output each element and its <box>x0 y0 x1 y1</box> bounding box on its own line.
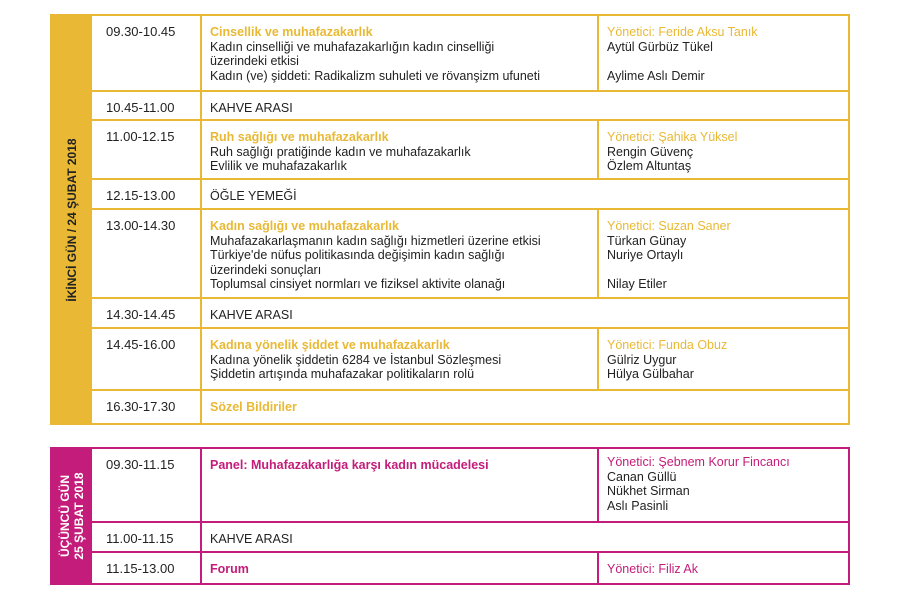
day-two-label-text: İKİNCİ GÜN / 24 ŞUBAT 2018 <box>65 137 79 302</box>
talk-line: Kadına yönelik şiddetin 6284 ve İstanbul Sözleşmesi <box>210 352 502 367</box>
session-people <box>597 16 848 90</box>
break-label: KAHVE ARASI <box>210 308 293 322</box>
session-description <box>210 329 592 382</box>
session-people <box>597 329 848 389</box>
day-three-label-line1: ÜÇÜNCÜ GÜN <box>58 475 72 557</box>
day-three-label-line2: 25 ŞUBAT 2018 <box>72 472 86 560</box>
session-time: 16.30-17.30 <box>92 391 202 423</box>
session-description <box>210 449 592 473</box>
speaker: Türkan Günay <box>607 233 687 248</box>
day-three-label-bar <box>52 449 92 583</box>
speaker: Rengin Güvenç <box>607 144 694 159</box>
speaker: Özlem Altuntaş <box>607 159 692 173</box>
day-two-label-bar <box>52 16 92 423</box>
break-label: KAHVE ARASI <box>210 101 293 115</box>
moderator: Yönetici: Şebnem Korur Fincancı <box>607 455 790 469</box>
session-title: Cinsellik ve muhafazakarlık <box>210 25 373 39</box>
break-row <box>92 180 848 210</box>
break-label: KAHVE ARASI <box>210 532 293 546</box>
session-title: Kadına yönelik şiddet ve muhafazakarlık <box>210 338 450 352</box>
day-three-label <box>58 472 86 559</box>
session-row <box>92 121 848 180</box>
session-title: Forum <box>210 562 249 576</box>
session-row <box>92 553 848 583</box>
break-row <box>92 523 848 553</box>
talk-line: Muhafazakarlaşmanın kadın sağlığı hizmetleri üzerine etkisi <box>210 233 541 248</box>
session-time: 12.15-13.00 <box>92 180 202 208</box>
talk-line: Kadın (ve) şiddeti: Radikalizm suhuleti ve rövanşizm ufuneti <box>210 68 541 83</box>
session-people <box>597 210 848 297</box>
talk-line: üzerindeki sonuçları <box>210 262 322 277</box>
moderator: Yönetici: Feride Aksu Tanık <box>607 25 758 39</box>
session-people <box>597 553 848 583</box>
moderator: Yönetici: Funda Obuz <box>607 338 728 352</box>
session-description <box>210 391 830 415</box>
session-time: 10.45-11.00 <box>92 92 202 119</box>
speaker: Aytül Gürbüz Tükel <box>607 39 713 54</box>
session-row <box>92 16 848 92</box>
session-time: 13.00-14.30 <box>92 210 202 297</box>
talk-line: Türkiye'de nüfus politikasında değişimin kadın sağlığı <box>210 248 505 262</box>
speaker: Hülya Gülbahar <box>607 367 694 381</box>
speaker: Canan Güllü <box>607 469 677 484</box>
session-row <box>92 449 848 523</box>
talk-line: Evlilik ve muhafazakarlık <box>210 159 347 173</box>
break-label: ÖĞLE YEMEĞİ <box>210 189 297 203</box>
session-time: 09.30-11.15 <box>92 449 202 521</box>
talk-line: Kadın cinselliği ve muhafazakarlığın kadın cinselliği <box>210 39 495 54</box>
session-time: 11.15-13.00 <box>92 553 202 583</box>
break-row <box>92 299 848 329</box>
session-people <box>597 121 848 178</box>
session-description <box>210 210 592 292</box>
talk-line: Toplumsal cinsiyet normları ve fiziksel aktivite olanağı <box>210 277 506 291</box>
talk-line: üzerindeki etkisi <box>210 54 299 68</box>
session-row <box>92 329 848 391</box>
break-row <box>92 92 848 121</box>
speaker: Nilay Etiler <box>607 277 667 291</box>
speaker-spacer <box>607 263 848 278</box>
speaker: Aylime Aslı Demir <box>607 68 705 83</box>
session-description <box>210 121 592 174</box>
session-title: Kadın sağlığı ve muhafazakarlık <box>210 219 399 233</box>
session-time: 14.45-16.00 <box>92 329 202 389</box>
speaker: Gülriz Uygur <box>607 352 677 367</box>
day-two-schedule <box>50 14 850 425</box>
session-title: Ruh sağlığı ve muhafazakarlık <box>210 130 389 144</box>
session-people <box>597 449 848 521</box>
session-time: 11.00-12.15 <box>92 121 202 178</box>
talk-line: Ruh sağlığı pratiğinde kadın ve muhafazakarlık <box>210 144 471 159</box>
moderator: Yönetici: Şahika Yüksel <box>607 130 738 144</box>
day-two-label <box>65 138 79 301</box>
session-description <box>210 553 592 577</box>
talk-line: Şiddetin artışında muhafazakar politikaların rolü <box>210 367 475 381</box>
session-description <box>210 16 592 83</box>
speaker-spacer <box>607 54 848 69</box>
session-time: 11.00-11.15 <box>92 523 202 551</box>
day-three-schedule <box>50 447 850 585</box>
session-title: Sözel Bildiriler <box>210 400 297 414</box>
moderator: Yönetici: Filiz Ak <box>607 562 699 576</box>
speaker: Aslı Pasinli <box>607 498 669 513</box>
moderator: Yönetici: Suzan Saner <box>607 219 731 233</box>
speaker: Nuriye Ortaylı <box>607 248 684 262</box>
session-time: 09.30-10.45 <box>92 16 202 90</box>
speaker: Nükhet Sirman <box>607 484 690 498</box>
session-row <box>92 391 848 423</box>
session-title: Panel: Muhafazakarlığa karşı kadın mücadelesi <box>210 458 489 472</box>
session-time: 14.30-14.45 <box>92 299 202 327</box>
session-row <box>92 210 848 299</box>
